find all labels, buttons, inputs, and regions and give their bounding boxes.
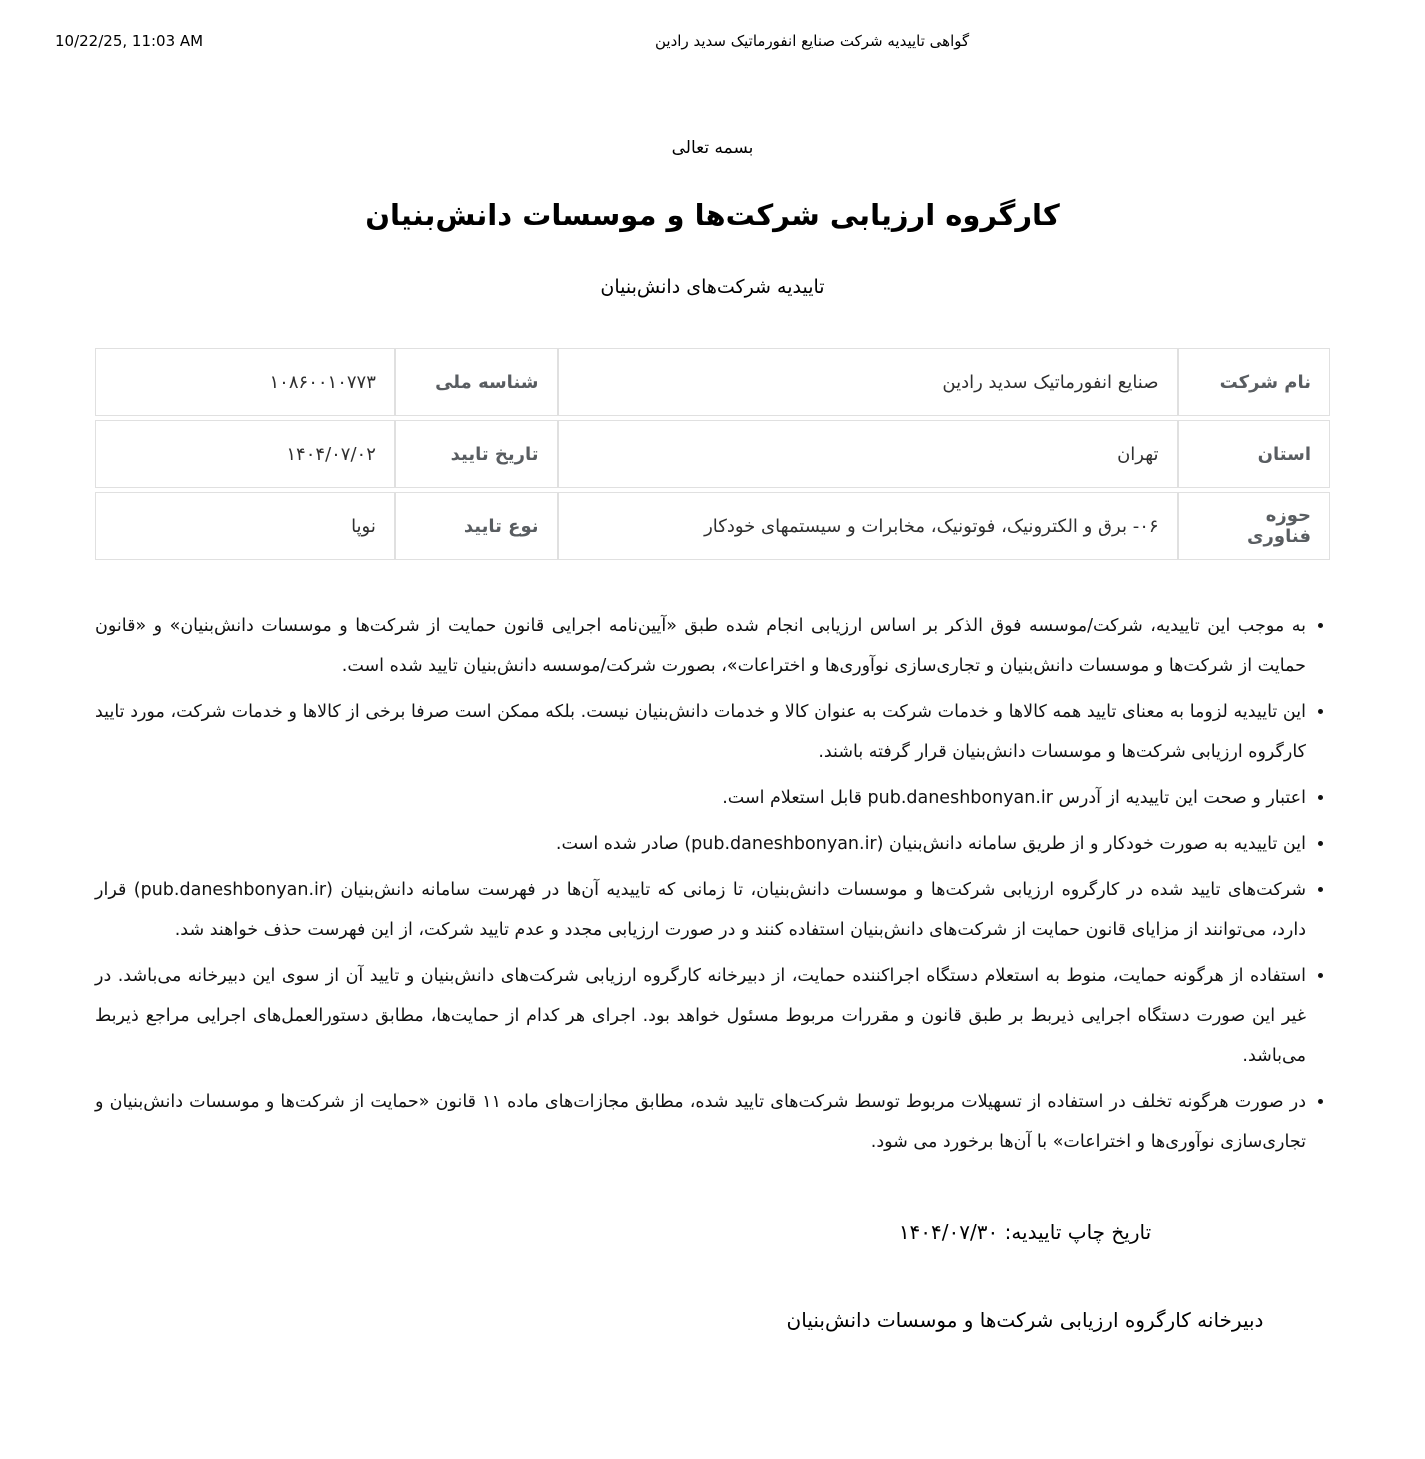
print-date-line: تاریخ چاپ تاییدیه: ۱۴۰۴/۰۷/۳۰ (898, 1220, 1152, 1244)
bismillah-heading: بسمه تعالی (671, 138, 754, 158)
print-datetime: 10/22/25, 11:03 AM (55, 32, 204, 50)
list-item: • به موجب این تاییدیه، شرکت/موسسه فوق الذکر بر اساس ارزیابی انجام شده طبق «آیین‌نامه اجرایی قانون حمایت از شرکت‌ها و موسسات دانش‌بنیان» و «قانون حمایت از شرکت‌ها و موسسات دانش‌بنیان و تجاری‌سازی نوآوری‌ها و اختراعات»، بصورت شرکت/موسسه دانش‌بنیان تایید شده است. (95, 606, 1306, 686)
tech-field-label: حوزه فناوری (1178, 492, 1330, 560)
list-item: • شرکت‌های تایید شده در کارگروه ارزیابی شرکت‌ها و موسسات دانش‌بنیان، تا زمانی که تاییدیه آن‌ها در فهرست سامانه دانش‌بنیان (pub.daneshbonyan.ir) قرار دارد، می‌توانند از مزایای قانون حمایت از شرکت‌های دانش‌بنیان استفاده کنند و در صورت ارزیابی مجدد و عدم تایید شرکت، از این فهرست حذف خواهند شد. (95, 870, 1306, 950)
list-item: • اعتبار و صحت این تاییدیه از آدرس pub.daneshbonyan.ir قابل استعلام است. (95, 778, 1306, 818)
approval-type-label: نوع تایید (395, 492, 558, 560)
tech-field-value: ۰۶- برق و الکترونیک، فوتونیک، مخابرات و سیستمهای خودکار (558, 492, 1178, 560)
province-label: استان (1178, 420, 1330, 488)
approval-type-value: نوپا (95, 492, 395, 560)
page-subtitle: تاییدیه شرکت‌های دانش‌بنیان (600, 276, 825, 298)
list-item: • در صورت هرگونه تخلف در استفاده از تسهیلات مربوط توسط شرکت‌های تایید شده، مطابق مجازات‌های ماده ۱۱ قانون «حمایت از شرکت‌ها و موسسات دانش‌بنیان و تجاری‌سازی نوآوری‌ها و اختراعات» با آن‌ها برخورد می شود. (95, 1082, 1306, 1162)
page-title: کارگروه ارزیابی شرکت‌ها و موسسات دانش‌بنیان (365, 198, 1060, 232)
national-id-label: شناسه ملی (395, 348, 558, 416)
list-item: • این تاییدیه به صورت خودکار و از طریق سامانه دانش‌بنیان (pub.daneshbonyan.ir) صادر شده است. (95, 824, 1306, 864)
company-info-table (95, 344, 1330, 564)
province-value: تهران (558, 420, 1178, 488)
company-name-label: نام شرکت (1178, 348, 1330, 416)
table-row (95, 492, 1330, 560)
list-item: • این تاییدیه لزوما به معنای تایید همه کالاها و خدمات شرکت به عنوان کالا و خدمات دانش‌بنیان نیست. بلکه ممکن است صرفا برخی از کالاها و خدمات شرکت، مورد تایید کارگروه ارزیابی شرکت‌ها و موسسات دانش‌بنیان قرار گرفته باشند. (95, 692, 1306, 772)
table-row (95, 348, 1330, 416)
signature-block (720, 1220, 1330, 1332)
national-id-value: ۱۰۸۶۰۰۱۰۷۷۳ (95, 348, 395, 416)
approval-date-label: تاریخ تایید (395, 420, 558, 488)
print-header (0, 30, 1425, 56)
secretariat-line: دبیرخانه کارگروه ارزیابی شرکت‌ها و موسسات دانش‌بنیان (786, 1308, 1264, 1332)
print-doc-title: گواهی تاییدیه شرکت صنایع انفورماتیک سدید رادین (655, 32, 970, 50)
table-row (95, 420, 1330, 488)
terms-list (95, 606, 1330, 1162)
list-item: • استفاده از هرگونه حمایت، منوط به استعلام دستگاه اجراکننده حمایت، از دبیرخانه کارگروه ارزیابی شرکت‌های دانش‌بنیان و تایید آن از سوی این دبیرخانه می‌باشد. در غیر این صورت دستگاه اجرایی ذیربط بر طبق قانون و مقررات مربوط مسئول خواهد بود. اجرای هر کدام از حمایت‌ها، مطابق دستورالعمل‌های اجرایی مراجع ذیربط می‌باشد. (95, 956, 1306, 1076)
company-name-value: صنایع انفورماتیک سدید رادین (558, 348, 1178, 416)
approval-date-value: ۱۴۰۴/۰۷/۰۲ (95, 420, 395, 488)
